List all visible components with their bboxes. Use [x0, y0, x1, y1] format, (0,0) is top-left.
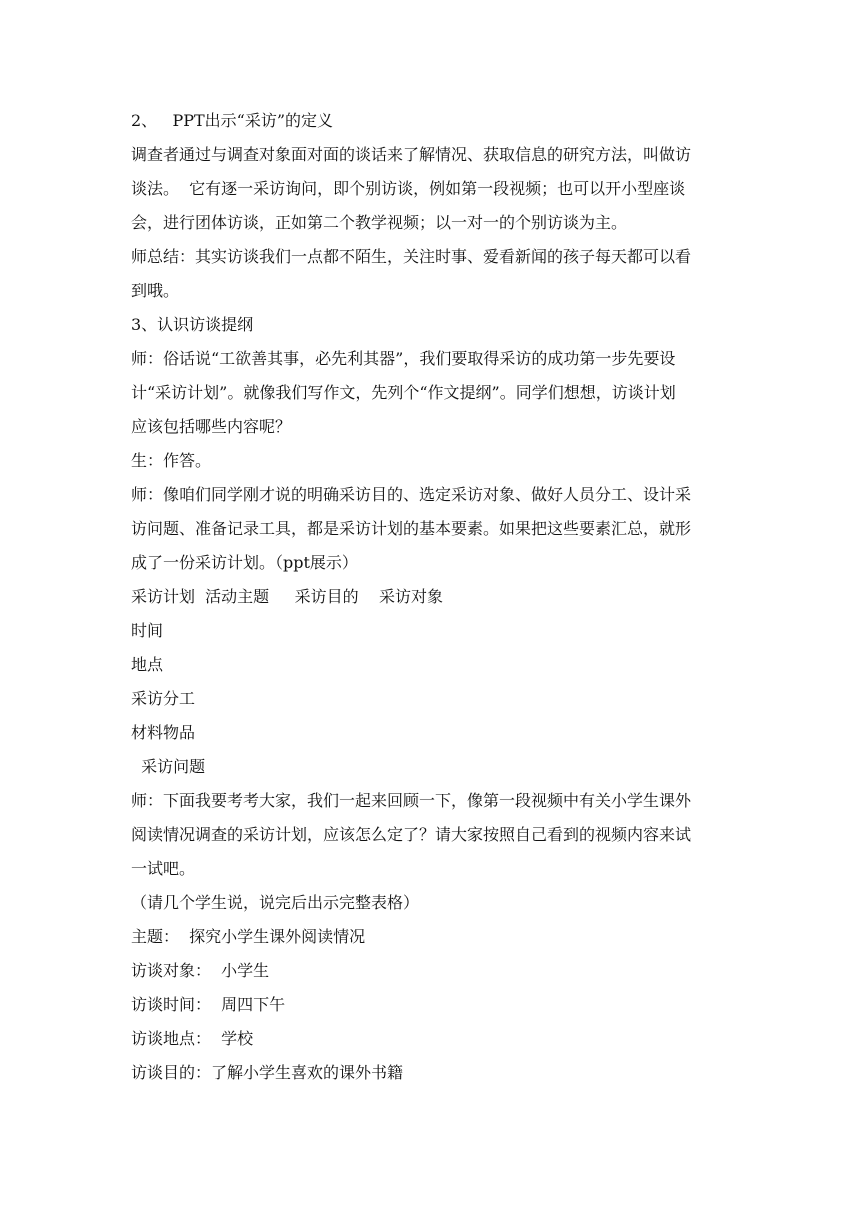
text-line: 访谈目的：了解小学生喜欢的课外书籍 — [131, 1063, 404, 1082]
text-line: 阅读情况调查的采访计划，应该怎么定了？请大家按照自己看到的视频内容来试 — [131, 825, 692, 844]
text-line: 地点 — [131, 655, 164, 674]
text-line: 应该包括哪些内容呢？ — [131, 417, 292, 436]
text-line: 访问题、准备记录工具，都是采访计划的基本要素。如果把这些要素汇总，就形 — [131, 519, 692, 538]
text-line: 时间 — [131, 621, 164, 640]
text-line: 访谈时间： 周四下午 — [131, 995, 286, 1014]
text-line: 生：作答。 — [131, 451, 212, 470]
text-line: 成了一份采访计划。（ppt展示） — [131, 553, 358, 572]
text-line: 计“采访计划”。就像我们写作文，先列个“作文提纲”。同学们想想，访谈计划 — [131, 383, 676, 402]
text-line: 师：像咱们同学刚才说的明确采访目的、选定采访对象、做好人员分工、设计采 — [131, 485, 692, 504]
text-line: 到哦。 — [131, 281, 180, 300]
text-line: （请几个学生说，说完后出示完整表格） — [131, 893, 420, 912]
text-line: 调查者通过与调查对象面对面的谈话来了解情况、获取信息的研究方法，叫做访 — [131, 145, 692, 164]
text-line: 访谈对象： 小学生 — [131, 961, 270, 980]
text-line: 采访问题 — [131, 757, 206, 776]
text-line: 访谈地点： 学校 — [131, 1029, 254, 1048]
text-line: 2、 PPT出示“采访”的定义 — [131, 111, 334, 130]
text-line: 一试吧。 — [131, 859, 196, 878]
text-line: 采访分工 — [131, 689, 196, 708]
text-line: 谈法。 它有逐一采访询问，即个别访谈，例如第一段视频；也可以开小型座谈 — [131, 179, 686, 198]
text-line: 师总结：其实访谈我们一点都不陌生，关注时事、爱看新闻的孩子每天都可以看 — [131, 247, 692, 266]
text-line: 师：下面我要考考大家，我们一起来回顾一下，像第一段视频中有关小学生课外 — [131, 791, 692, 810]
text-line: 师：俗话说“工欲善其事，必先利其器”，我们要取得采访的成功第一步先要设 — [131, 349, 676, 368]
text-line: 会，进行团体访谈，正如第二个教学视频；以一对一的个别访谈为主。 — [131, 213, 628, 232]
text-line: 材料物品 — [131, 723, 196, 742]
text-line: 采访计划 活动主题 采访目的 采访对象 — [131, 587, 443, 606]
text-line: 3、认识访谈提纲 — [131, 315, 254, 334]
text-line: 主题： 探究小学生课外阅读情况 — [131, 927, 366, 946]
